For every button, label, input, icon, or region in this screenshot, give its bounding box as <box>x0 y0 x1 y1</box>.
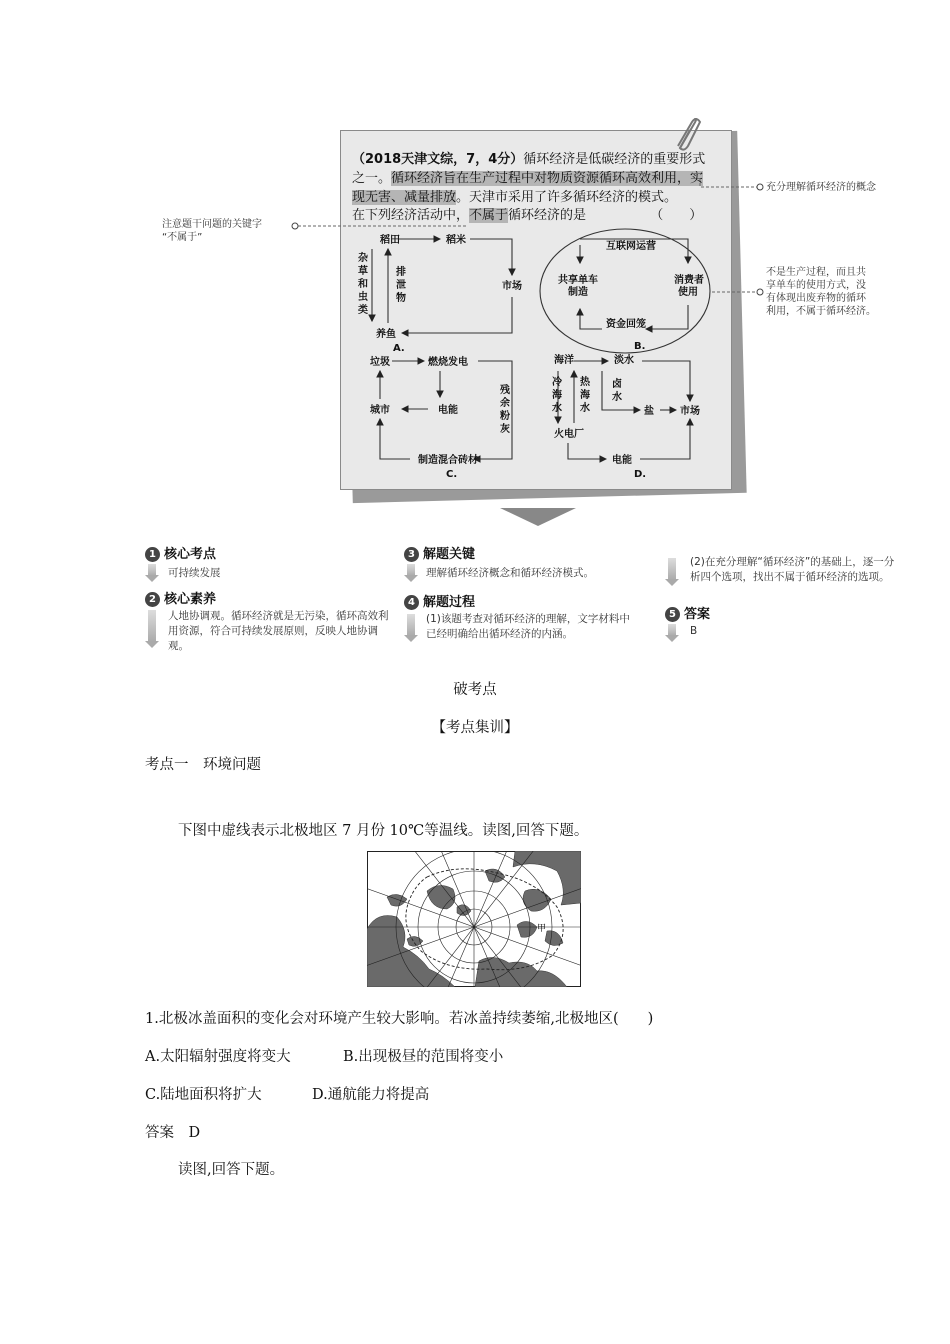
highlight-definition: 现无害、减量排放 <box>352 190 457 205</box>
b-label: B. <box>634 341 646 352</box>
svg-text:水: 水 <box>552 403 562 414</box>
c-city: 城市 <box>370 405 390 416</box>
question-text: 循环经济的是 <box>508 208 587 223</box>
section-2-title: 2 核心素养 <box>145 588 216 607</box>
highlight-keyword: 不属于 <box>469 208 509 223</box>
intro-text: 下图中虚线表示北极地区 7 月份 10℃等温线。读图,回答下题。 <box>178 823 589 839</box>
section-heading: 破考点 <box>453 682 497 698</box>
b-bike-l2: 制造 <box>568 287 588 298</box>
question-text: 在下列经济活动中， <box>352 208 470 223</box>
svg-text:灰: 灰 <box>500 424 510 435</box>
svg-text:排: 排 <box>396 267 406 278</box>
a-rice: 稻米 <box>446 235 466 246</box>
d-cold <box>552 375 563 414</box>
note-b-l1: 不是生产过程，而且共 <box>766 267 866 278</box>
option-c: C.陆地面积将扩大 <box>145 1087 262 1103</box>
d-label: D. <box>634 469 647 480</box>
svg-text:水: 水 <box>612 392 622 403</box>
answer-1: 答案 D <box>145 1125 201 1141</box>
c-label: C. <box>446 469 458 480</box>
arrow-icon <box>148 610 156 642</box>
c-garbage: 垃圾 <box>370 357 390 368</box>
svg-text:物: 物 <box>396 293 406 304</box>
svg-text:海: 海 <box>552 390 562 401</box>
section-4-text: (1)该题考查对循环经济的理解，文字材料中已经明确给出循环经济的内涵。 <box>426 613 630 640</box>
c-power: 电能 <box>438 405 458 416</box>
svg-text:海: 海 <box>580 390 590 401</box>
svg-text:和: 和 <box>358 279 368 290</box>
section-number: 3 <box>404 547 419 562</box>
answer-paren: （ ） <box>650 208 703 223</box>
b-ops: 互联网运营 <box>606 241 656 252</box>
section-4-title: 4 解题过程 <box>404 591 475 610</box>
section-subheading: 【考点集训】 <box>431 720 519 736</box>
svg-text:虫: 虫 <box>358 292 368 303</box>
section-3-text: 理解循环经济概念和循环经济模式。 <box>426 567 594 579</box>
note-b-l4: 利用，不属于循环经济。 <box>766 306 876 317</box>
highlight-definition: 循环经济旨在生产过程中对物质资源循环高效利用，实 <box>391 171 704 186</box>
svg-text:余: 余 <box>500 398 510 409</box>
svg-text:冷: 冷 <box>552 377 562 388</box>
section-number: 4 <box>404 595 419 610</box>
svg-text:热: 热 <box>580 377 590 388</box>
svg-text:卤: 卤 <box>612 379 622 390</box>
arrow-icon <box>407 614 415 636</box>
arrow-icon <box>668 624 676 636</box>
down-arrow-icon <box>500 508 576 528</box>
section-number: 5 <box>665 607 680 622</box>
svg-text:类: 类 <box>358 305 368 316</box>
question-source: （2018天津文综，7，4分） <box>352 152 524 167</box>
svg-text:粉: 粉 <box>500 411 510 422</box>
question-1: 1.北极冰盖面积的变化会对环境产生较大影响。若冰盖持续萎缩,北极地区( ) <box>145 1011 654 1027</box>
svg-text:残: 残 <box>500 385 510 396</box>
svg-text:草: 草 <box>358 266 368 277</box>
c-ash <box>499 383 511 435</box>
read-instruction: 读图,回答下题。 <box>178 1162 285 1178</box>
question-text: 之一。 <box>352 171 392 186</box>
svg-text:水: 水 <box>580 403 590 414</box>
question-text: 循环经济是低碳经济的重要形式 <box>523 152 706 167</box>
note-concept: 充分理解循环经济的概念 <box>766 182 876 193</box>
section-5-answer: B <box>690 625 698 637</box>
option-b: B.出现极昼的范围将变小 <box>343 1049 504 1065</box>
svg-text:杂: 杂 <box>358 253 368 264</box>
d-brine <box>612 377 622 403</box>
note-keyword-l2: “不属于” <box>162 232 203 243</box>
b-user-l2: 使用 <box>678 287 698 298</box>
arrow-icon <box>148 564 156 576</box>
d-market: 市场 <box>680 406 700 417</box>
question-text: 。天津市采用了许多循环经济的模式。 <box>456 190 678 205</box>
a-weeds <box>358 251 368 316</box>
svg-text:泄: 泄 <box>396 280 406 291</box>
note-b-l2: 享单车的使用方式，没 <box>766 280 866 291</box>
option-d: D.通航能力将提高 <box>312 1087 430 1103</box>
section-1-title: 1 核心考点 <box>145 543 216 562</box>
d-salt: 盐 <box>644 406 654 417</box>
d-hot <box>580 375 591 414</box>
map-label-jia: 甲 <box>537 924 547 934</box>
section-1-text: 可持续发展 <box>168 567 221 579</box>
d-sea: 海洋 <box>554 355 574 366</box>
c-brick: 制造混合砖材 <box>418 455 478 466</box>
d-plant: 火电厂 <box>554 429 584 440</box>
c-burn: 燃烧发电 <box>428 357 468 368</box>
arrow-icon <box>668 558 676 580</box>
section-3-title: 3 解题关键 <box>404 543 475 562</box>
note-keyword-l1: 注意题干问题的关键字 <box>162 219 262 230</box>
b-fund: 资金回笼 <box>606 319 646 330</box>
arrow-icon <box>407 564 415 576</box>
b-user-l1: 消费者 <box>674 275 704 286</box>
topic-title: 考点一 环境问题 <box>145 757 261 773</box>
section-number: 1 <box>145 547 160 562</box>
b-bike-l1: 共享单车 <box>558 275 598 286</box>
diagrams-svg <box>340 225 732 487</box>
option-a: A.太阳辐射强度将变大 <box>145 1049 291 1065</box>
a-label: A. <box>393 343 405 354</box>
section-2-text: 人地协调观。循环经济就是无污染，循环高效利用资源，符合可持续发展原则，反映人地协调观。 <box>168 610 389 652</box>
note-b-l3: 有体现出废弃物的循环 <box>766 293 866 304</box>
a-fish: 养鱼 <box>376 329 396 340</box>
section-number: 2 <box>145 592 160 607</box>
d-fresh: 淡水 <box>614 355 634 366</box>
d-power: 电能 <box>612 455 632 466</box>
a-paddy: 稻田 <box>380 235 400 246</box>
section-5-title: 5 答案 <box>665 603 710 622</box>
a-excrete <box>395 265 406 304</box>
a-market: 市场 <box>502 281 522 292</box>
arctic-map <box>367 851 581 987</box>
section-4-text-2: (2)在充分理解“循环经济”的基础上，逐一分析四个选项，找出不属于循环经济的选项。 <box>690 556 895 583</box>
